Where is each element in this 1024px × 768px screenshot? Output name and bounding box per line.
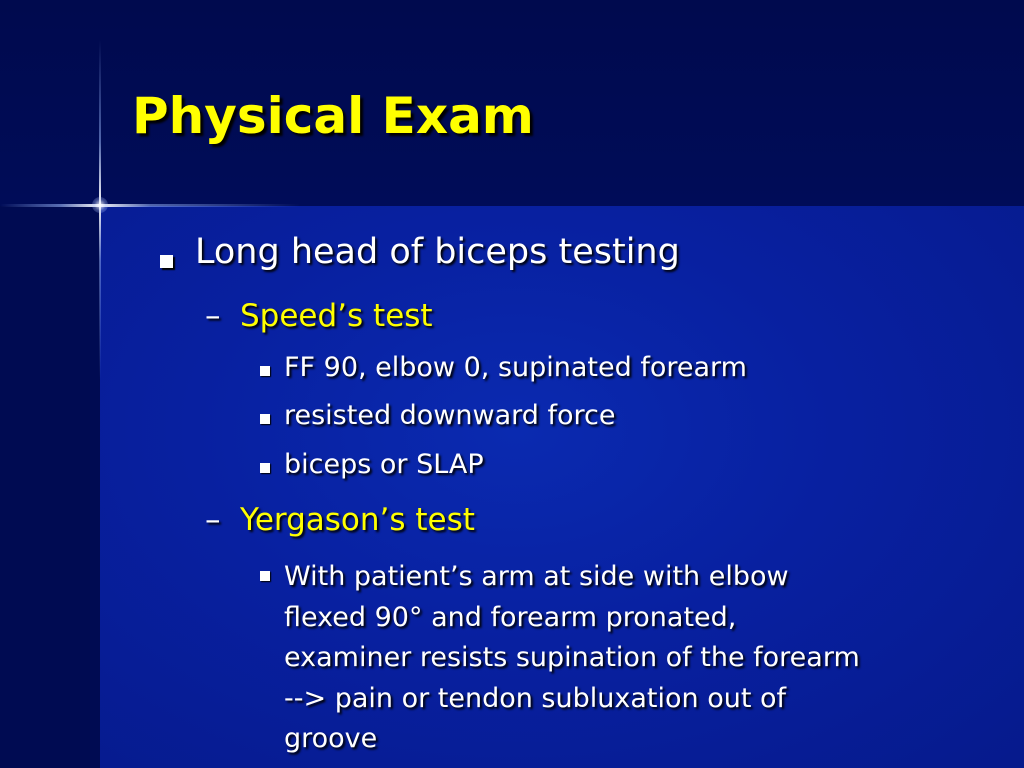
square-bullet-icon bbox=[260, 414, 270, 424]
subheading-yergasons-test: Yergason’s test bbox=[240, 502, 475, 538]
point-yergasons-1: With patient’s arm at side with elbow flexed 90° and forearm pronated, examiner resists supination of the forearm --> pain or tendon subluxation out of groove bbox=[284, 561, 860, 754]
square-bullet-icon bbox=[260, 463, 270, 473]
square-bullet-icon bbox=[160, 255, 173, 268]
bullet-long-head-biceps: Long head of biceps testing bbox=[195, 232, 680, 272]
horizontal-light-flare bbox=[0, 204, 300, 207]
flare-star-icon bbox=[92, 197, 108, 213]
point-speeds-3: biceps or SLAP bbox=[284, 449, 484, 480]
square-bullet-icon bbox=[260, 571, 270, 581]
point-speeds-2: resisted downward force bbox=[284, 400, 616, 431]
subheading-speeds-test: Speed’s test bbox=[240, 298, 433, 334]
square-bullet-icon bbox=[260, 366, 270, 376]
slide-title: Physical Exam bbox=[132, 87, 534, 145]
dash-bullet-icon: – bbox=[205, 298, 221, 334]
dash-bullet-icon: – bbox=[205, 502, 221, 538]
point-speeds-1: FF 90, elbow 0, supinated forearm bbox=[284, 352, 747, 383]
left-band bbox=[0, 206, 100, 768]
